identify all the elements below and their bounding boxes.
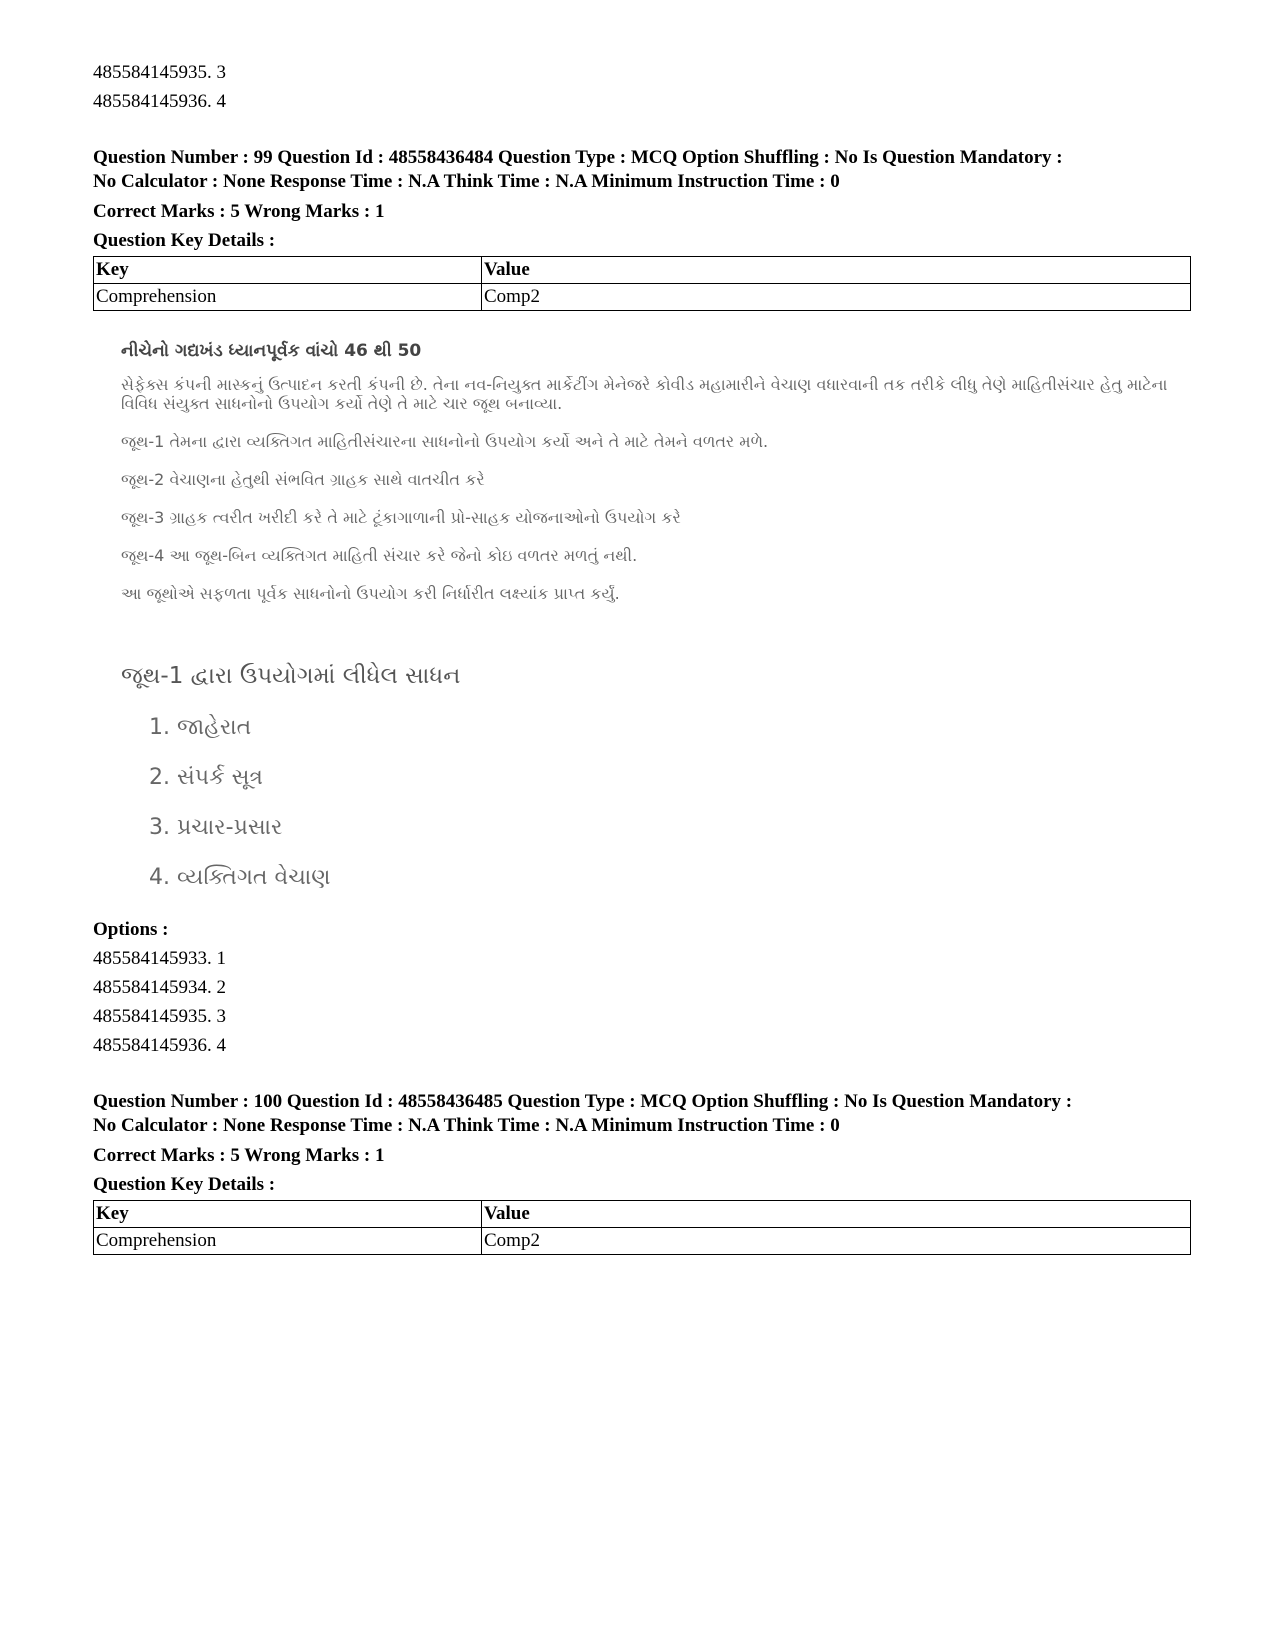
- key-details-label: Question Key Details :: [93, 230, 276, 251]
- key-details-table: [93, 256, 1191, 311]
- value-header: Value: [482, 257, 1191, 284]
- question-option: 4. વ્યક્તિગત વેચાણ: [149, 865, 331, 890]
- question-100: [93, 1090, 1193, 1255]
- passage-paragraph: જૂથ-2 વેચાણના હેતુથી સંભવિત ગ્રાહક સાથે વાતચીત કરે: [121, 470, 485, 489]
- value-header: Value: [482, 1201, 1191, 1228]
- passage-image: [121, 341, 1171, 603]
- option-item: 485584145935. 3: [93, 1006, 226, 1027]
- option-item: 485584145933. 1: [93, 948, 226, 969]
- passage-paragraph: જૂથ-4 આ જૂથ-બિન વ્યક્તિગત માહિતી સંચાર કરે જેનો કોઇ વળતર મળતું નથી.: [121, 546, 638, 565]
- value-cell: Comp2: [482, 1228, 1191, 1255]
- marks-line: Correct Marks : 5 Wrong Marks : 1: [93, 1145, 385, 1166]
- key-cell: Comprehension: [94, 284, 482, 311]
- key-header: Key: [94, 1201, 482, 1228]
- question-header: [93, 1090, 1193, 1138]
- marks-line: Correct Marks : 5 Wrong Marks : 1: [93, 201, 385, 222]
- question-option: 1. જાહેરાત: [149, 715, 252, 740]
- value-cell: Comp2: [482, 284, 1191, 311]
- option-item: 485584145936. 4: [93, 1035, 226, 1056]
- passage-paragraph: આ જૂથોએ સફળતા પૂર્વક સાધનોનો ઉપયોગ કરી નિર્ધારીત લક્ષ્યાંક પ્રાપ્ત કર્યું.: [121, 584, 620, 603]
- table-row: [94, 1228, 1191, 1255]
- question-option: 2. સંપર્ક સૂત્ર: [149, 765, 263, 790]
- document-page: [93, 58, 1193, 1255]
- question-header-line1: Question Number : 99 Question Id : 48558436484 Question Type : MCQ Option Shuffling : No Is Question Mandatory :: [93, 147, 1063, 168]
- key-cell: Comprehension: [94, 1228, 482, 1255]
- question-header-line2: No Calculator : None Response Time : N.A Think Time : N.A Minimum Instruction Time : 0: [93, 1115, 840, 1136]
- options-label: Options :: [93, 919, 169, 940]
- passage-paragraph: જૂથ-1 તેમના દ્વારા વ્યક્તિગત માહિતીસંચારના સાધનોનો ઉપયોગ કર્યો અને તે માટે તેમને વળતર મળે.: [121, 432, 769, 451]
- key-details-label: Question Key Details :: [93, 1174, 276, 1195]
- passage-paragraph: જૂથ-3 ગ્રાહક ત્વરીત ખરીદી કરે તે માટે ટૂંકાગાળાની પ્રો-સાહક યોજનાઓનો ઉપયોગ કરે: [121, 508, 681, 527]
- passage-title: નીચેનો ગદ્યખંડ ધ્યાનપૂર્વક વાંચો 46 થી 50: [121, 341, 422, 361]
- table-header-row: [94, 257, 1191, 284]
- question-text: જૂથ-1 દ્વારા ઉપયોગમાં લીધેલ સાધન: [121, 663, 461, 689]
- question-option: 3. પ્રચાર-પ્રસાર: [149, 815, 283, 840]
- question-99: [93, 146, 1193, 1060]
- question-header-line1: Question Number : 100 Question Id : 48558436485 Question Type : MCQ Option Shuffling : No Is Question Mandatory :: [93, 1091, 1073, 1112]
- question-header: [93, 146, 1193, 194]
- table-header-row: [94, 1201, 1191, 1228]
- prev-options-list: [93, 58, 1193, 116]
- option-item: 485584145935. 3: [93, 62, 226, 83]
- question-image: [121, 663, 1193, 890]
- question-header-line2: No Calculator : None Response Time : N.A Think Time : N.A Minimum Instruction Time : 0: [93, 171, 840, 192]
- table-row: [94, 284, 1191, 311]
- option-item: 485584145934. 2: [93, 977, 226, 998]
- key-details-table: [93, 1200, 1191, 1255]
- passage-paragraph: સેફેક્સ કંપની માસ્કનું ઉત્પાદન કરતી કંપની છે. તેના નવ-નિયુક્ત માર્કેટીંગ મેનેજરે કોવીડ મહામારીને વેચાણ વધારવાની તક તરીકે લીધુ તેણે માહિતીસંચાર હેતુ માટેના વિવિધ સંયુક્ત સાધનોનો ઉપયોગ કર્યો તેણે તે માટે ચાર જૂથ બનાવ્યા.: [121, 375, 1168, 413]
- key-header: Key: [94, 257, 482, 284]
- option-item: 485584145936. 4: [93, 91, 226, 112]
- options-list: [93, 944, 1193, 1060]
